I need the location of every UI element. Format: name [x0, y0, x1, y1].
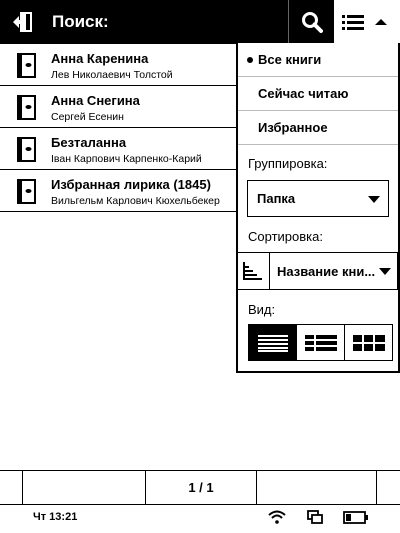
list-menu-icon — [342, 13, 364, 31]
sorting-label: Сортировка: — [248, 229, 323, 244]
grouping-select[interactable] — [247, 180, 389, 217]
book-title: Безталанна — [51, 135, 127, 150]
sort-order-icon — [243, 262, 263, 280]
list-view-icon — [258, 334, 288, 352]
view-label: Вид: — [248, 302, 276, 317]
book-icon — [17, 95, 36, 120]
exit-button[interactable] — [0, 0, 44, 44]
search-icon — [301, 11, 323, 33]
prev-page-button[interactable] — [22, 471, 145, 504]
library-menu-panel — [236, 43, 400, 373]
exit-icon — [11, 11, 33, 33]
status-time: Чт 13:21 — [33, 511, 78, 523]
screen-icon[interactable] — [307, 510, 323, 524]
wifi-icon[interactable] — [268, 510, 286, 524]
compact-list-icon — [305, 334, 337, 352]
menu-item-label: Все книги — [258, 52, 322, 67]
book-title: Анна Снегина — [51, 93, 140, 108]
menu-item-label: Избранное — [258, 120, 328, 135]
sort-order-button[interactable] — [238, 253, 270, 289]
list-item[interactable] — [0, 44, 237, 86]
book-author: Сергей Есенин — [51, 111, 124, 123]
book-author: Іван Карпович Карпенко-Карий — [51, 153, 202, 165]
menu-item-all-books[interactable] — [238, 43, 398, 77]
selected-dot-icon — [247, 57, 253, 63]
sorting-select[interactable] — [238, 252, 398, 290]
menu-item-reading-now[interactable] — [238, 77, 398, 111]
book-author: Вильгельм Карлович Кюхельбекер — [51, 195, 220, 207]
view-mode-compact-list[interactable] — [296, 324, 345, 361]
page-indicator[interactable]: 1 / 1 — [145, 470, 257, 505]
menu-item-label: Сейчас читаю — [258, 86, 349, 101]
grouping-value: Папка — [257, 191, 296, 206]
book-icon — [17, 137, 36, 162]
list-item[interactable] — [0, 128, 237, 170]
view-mode-grid[interactable] — [344, 324, 393, 361]
list-item[interactable] — [0, 86, 237, 128]
grid-view-icon — [353, 335, 385, 351]
sorting-value: Название кни... — [277, 264, 376, 279]
search-button[interactable] — [288, 0, 334, 44]
book-icon — [17, 179, 36, 204]
menu-item-favorites[interactable] — [238, 111, 398, 145]
book-title: Избранная лирика (1845) — [51, 177, 211, 192]
next-page-button[interactable] — [257, 471, 377, 504]
menu-button[interactable] — [334, 0, 400, 44]
dropdown-arrow-icon — [379, 268, 391, 275]
book-author: Лев Николаевич Толстой — [51, 69, 173, 81]
list-item[interactable] — [0, 170, 237, 212]
chevron-up-icon — [375, 18, 387, 26]
view-mode-detailed-list[interactable] — [248, 324, 297, 361]
search-label[interactable]: Поиск: — [52, 12, 109, 31]
book-title: Анна Каренина — [51, 51, 149, 66]
battery-icon[interactable] — [343, 511, 369, 524]
dropdown-arrow-icon — [368, 196, 380, 203]
grouping-label: Группировка: — [248, 156, 328, 171]
book-icon — [17, 53, 36, 78]
